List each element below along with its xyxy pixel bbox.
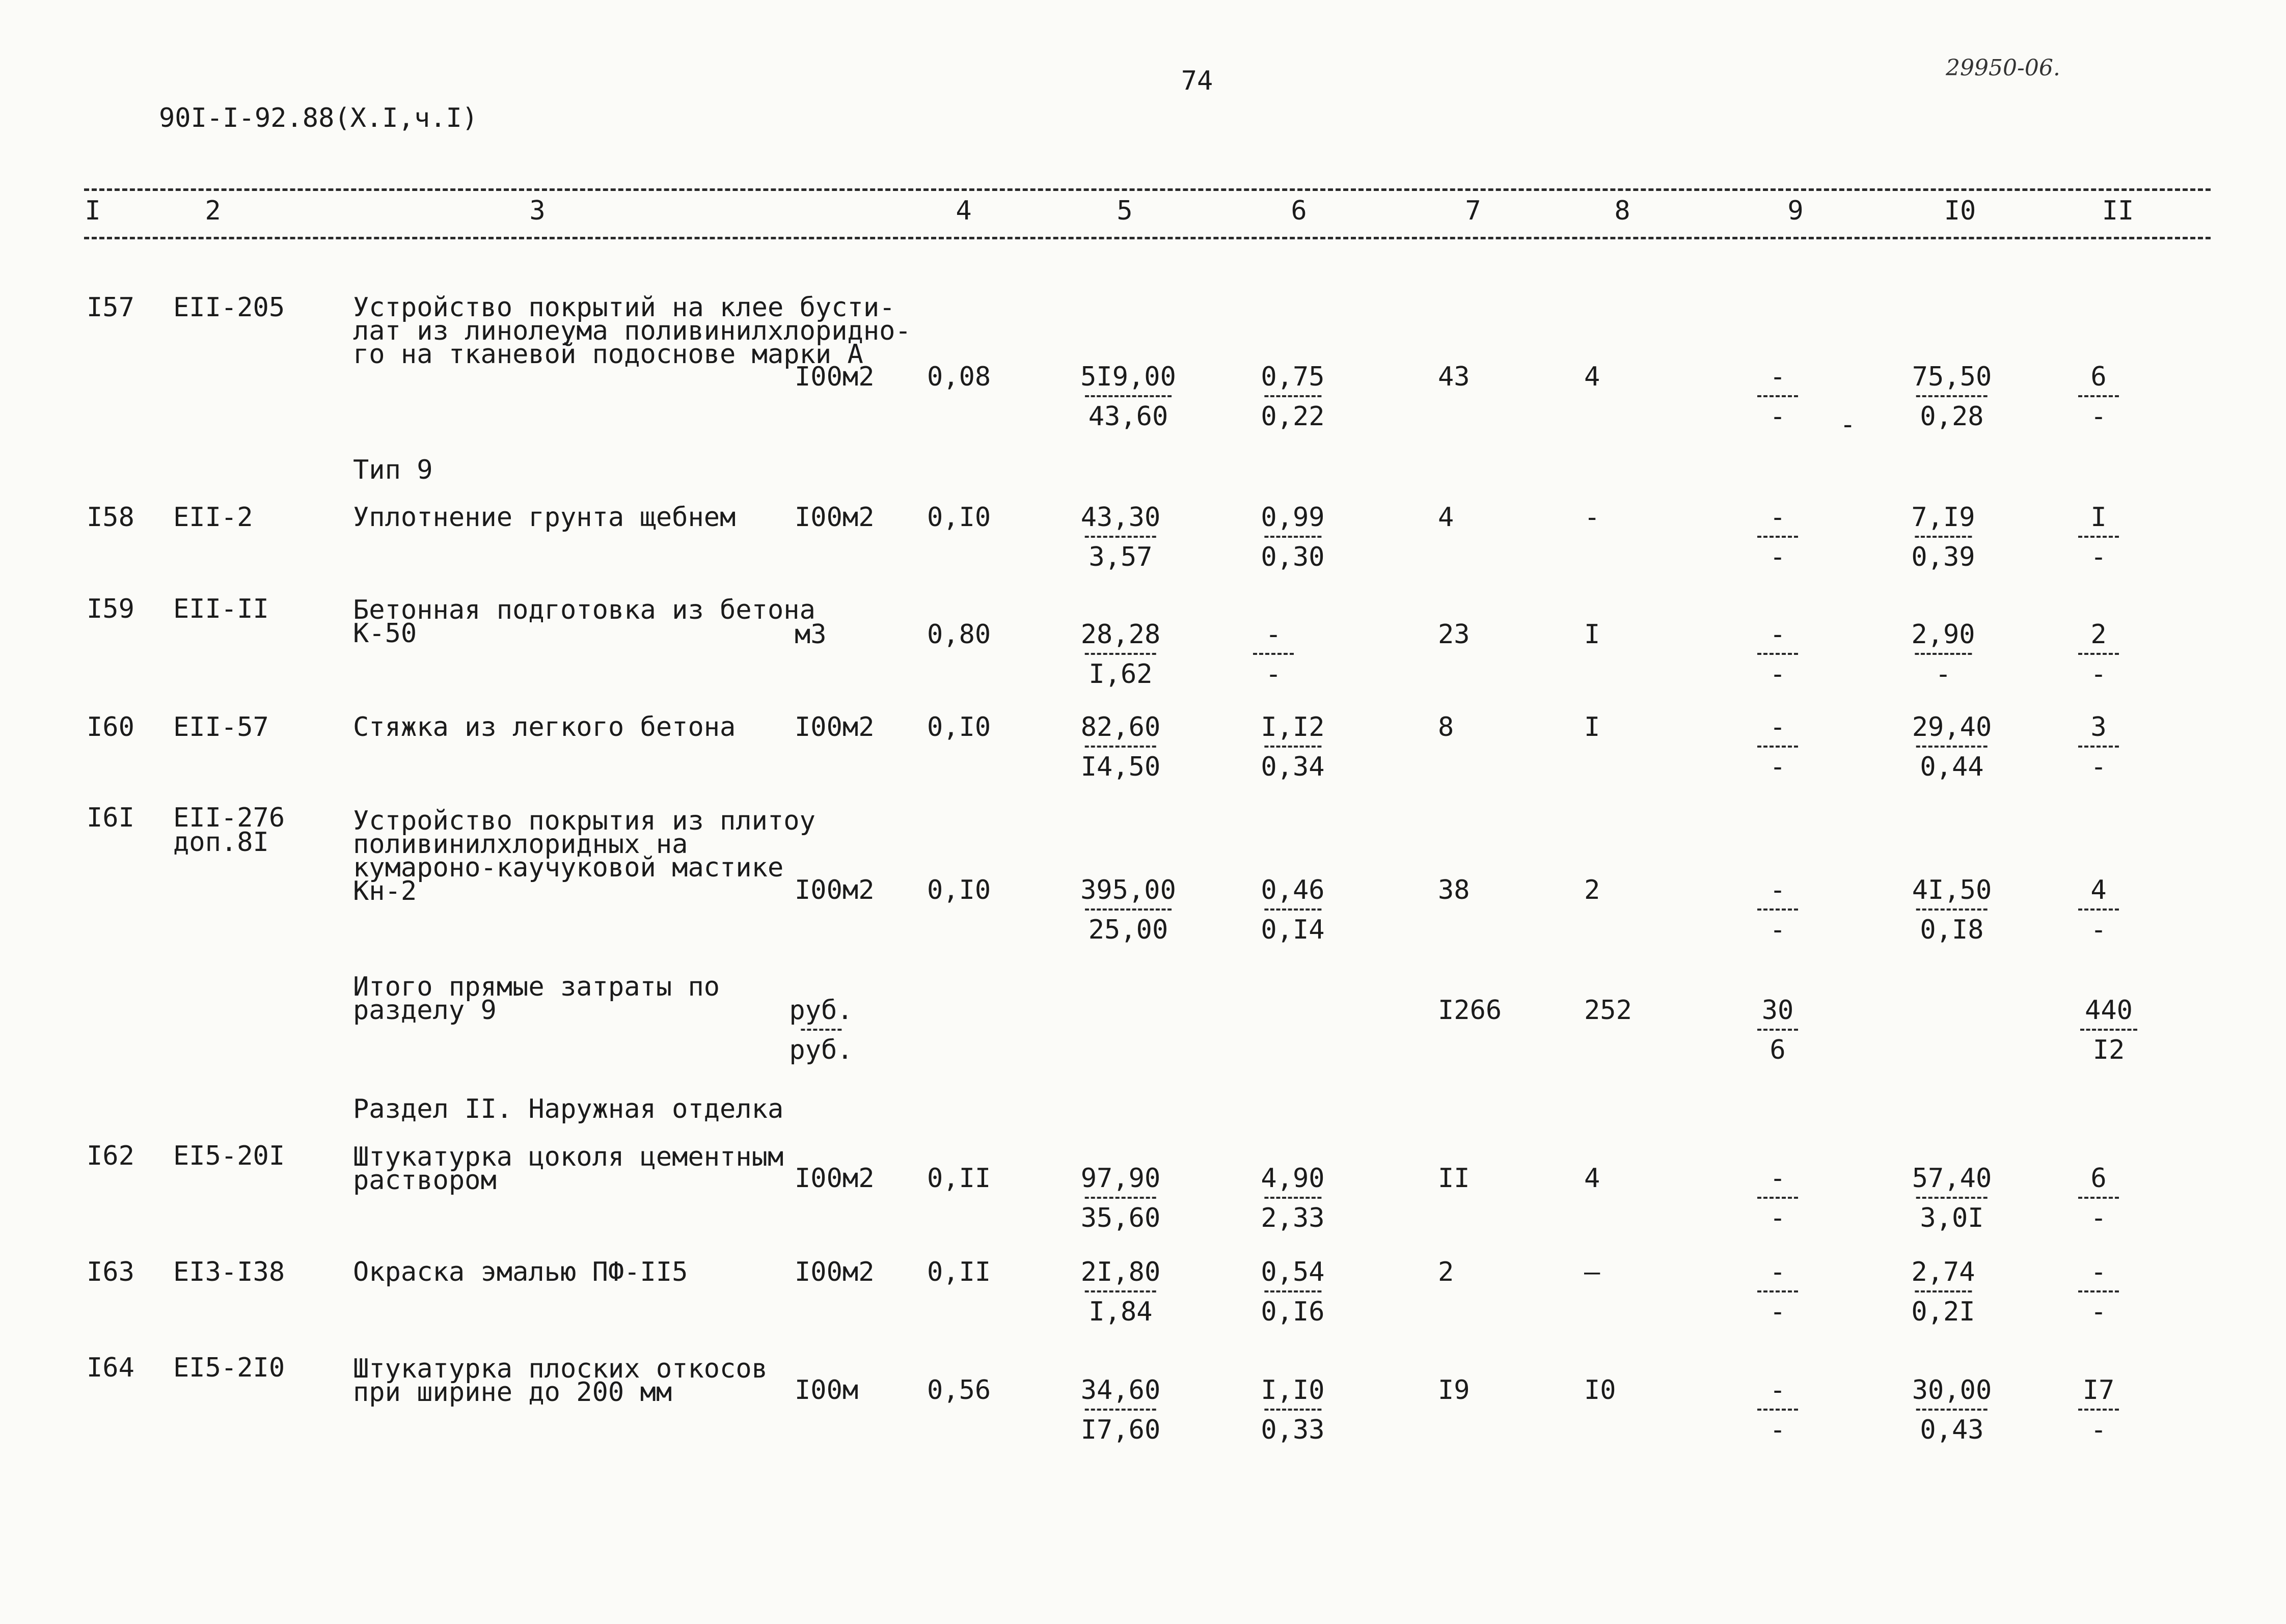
total-unit bbox=[789, 997, 853, 1063]
cost-col11 bbox=[2078, 619, 2119, 690]
column-number-4: 4 bbox=[956, 196, 972, 226]
column-number-11: II bbox=[2102, 196, 2134, 226]
cost-col10 bbox=[1912, 1377, 1992, 1443]
cost-col6-top: 0,75 bbox=[1261, 362, 1325, 392]
cost-col6-bottom: - bbox=[1265, 659, 1282, 690]
cost-col6-top: 0,99 bbox=[1261, 502, 1325, 533]
cost-col9-bottom: - bbox=[1770, 1297, 1786, 1327]
cost-col5 bbox=[1081, 1259, 1161, 1325]
cost-col8: — bbox=[1584, 1257, 1600, 1287]
cost-col5-bottom: I,84 bbox=[1088, 1297, 1153, 1327]
cost-col9-top: - bbox=[1770, 362, 1786, 392]
cost-col9 bbox=[1757, 1377, 1798, 1443]
work-description: Устройство покрытий на клее бусти- bbox=[353, 292, 895, 323]
total-col8: 252 bbox=[1584, 995, 1632, 1026]
cost-col6-top: I,I0 bbox=[1261, 1375, 1325, 1406]
column-number-5: 5 bbox=[1117, 196, 1133, 226]
fraction-bar bbox=[2078, 1197, 2119, 1199]
cost-col5-bottom: I,62 bbox=[1088, 659, 1153, 690]
work-description: Бетонная подготовка из бетона bbox=[353, 595, 815, 625]
cost-col8: I bbox=[1584, 619, 1600, 650]
cost-col6-top: I,I2 bbox=[1261, 712, 1325, 742]
cost-col5-bottom: I7,60 bbox=[1080, 1415, 1161, 1445]
unit: I00м2 bbox=[795, 362, 875, 392]
cost-col11-top: 6 bbox=[2090, 1163, 2107, 1194]
cost-col7: 8 bbox=[1438, 712, 1454, 742]
row-number: I57 bbox=[87, 292, 134, 323]
cost-col6 bbox=[1261, 1377, 1324, 1443]
fraction-bar bbox=[1915, 536, 1972, 538]
column-number-3: 3 bbox=[529, 196, 546, 226]
total-description: разделу 9 bbox=[353, 995, 497, 1026]
total-col11 bbox=[2080, 997, 2137, 1063]
cost-col10-top: 2,74 bbox=[1911, 1257, 1975, 1287]
row-number: I6I bbox=[87, 803, 134, 833]
work-description: при ширине до 200 мм bbox=[353, 1377, 672, 1408]
cost-col5 bbox=[1080, 619, 1161, 690]
cost-col10-bottom: 0,2I bbox=[1911, 1297, 1975, 1327]
cost-col10 bbox=[1911, 619, 1975, 690]
cost-col10 bbox=[1912, 364, 1992, 430]
cost-col6 bbox=[1261, 714, 1324, 780]
fraction-bar bbox=[1916, 746, 1988, 748]
cost-col10-top: 4I,50 bbox=[1912, 875, 1992, 905]
quantity: 0,I0 bbox=[927, 712, 991, 742]
fraction-bar bbox=[1264, 536, 1321, 538]
work-description: раствором bbox=[353, 1165, 497, 1196]
fraction-bar bbox=[1085, 909, 1172, 911]
cost-col7: 4 bbox=[1438, 502, 1454, 533]
total-col11-top: 440 bbox=[2085, 995, 2133, 1026]
cost-col11 bbox=[2078, 1165, 2119, 1231]
work-description: Стяжка из легкого бетона bbox=[353, 712, 736, 742]
cost-col6-bottom: 0,22 bbox=[1261, 401, 1325, 432]
cost-col9-bottom: - bbox=[1770, 1415, 1786, 1445]
document-code: 90I-I-92.88(X.I,ч.I) bbox=[159, 103, 478, 133]
cost-col11-top: I7 bbox=[2082, 1375, 2115, 1406]
fraction-bar bbox=[1085, 653, 1156, 655]
fraction-bar bbox=[1757, 909, 1798, 911]
column-number-10: I0 bbox=[1944, 196, 1976, 226]
quantity: 0,II bbox=[927, 1163, 991, 1194]
cost-col11 bbox=[2078, 1259, 2119, 1325]
work-description: Штукатурка плоских откосов bbox=[353, 1354, 768, 1384]
cost-col5-top: 82,60 bbox=[1080, 712, 1161, 742]
fraction-bar bbox=[1264, 1290, 1321, 1292]
cost-col10-top: 57,40 bbox=[1912, 1163, 1992, 1194]
cost-col8: - bbox=[1584, 502, 1600, 533]
cost-col8: I bbox=[1584, 712, 1600, 742]
fraction-bar bbox=[2078, 395, 2119, 397]
cost-col9-bottom: - bbox=[1770, 1203, 1786, 1233]
total-unit-top: руб. bbox=[789, 995, 853, 1026]
cost-col9 bbox=[1757, 1259, 1798, 1325]
total-unit-bottom: руб. bbox=[789, 1035, 853, 1065]
quantity: 0,80 bbox=[927, 619, 991, 650]
cost-col10-bottom: 3,0I bbox=[1920, 1203, 1984, 1233]
cost-col9-bottom: - bbox=[1770, 752, 1786, 782]
cost-col11-bottom: - bbox=[2090, 752, 2107, 782]
unit: I00м2 bbox=[795, 1257, 875, 1287]
cost-col9-top: - bbox=[1770, 1163, 1786, 1194]
fraction-bar bbox=[1085, 1409, 1156, 1411]
row-number: I62 bbox=[87, 1141, 134, 1171]
cost-col11-top: 6 bbox=[2090, 362, 2107, 392]
cost-col11 bbox=[2078, 877, 2119, 943]
cost-col6 bbox=[1261, 504, 1324, 570]
cost-col6-top: 4,90 bbox=[1261, 1163, 1325, 1194]
fraction-bar bbox=[1757, 395, 1798, 397]
column-number-1: I bbox=[85, 196, 101, 226]
cost-col7: 23 bbox=[1438, 619, 1470, 650]
fraction-bar bbox=[2078, 536, 2119, 538]
fraction-bar bbox=[2078, 909, 2119, 911]
fraction-bar bbox=[1253, 653, 1294, 655]
header-rule-bottom bbox=[84, 237, 2211, 239]
fraction-bar bbox=[801, 1029, 841, 1031]
cost-col7: 38 bbox=[1438, 875, 1470, 905]
fraction-bar bbox=[1085, 746, 1156, 748]
work-description: Устройство покрытия из плитоу bbox=[353, 806, 815, 836]
cost-col7: II bbox=[1438, 1163, 1470, 1194]
quantity: 0,I0 bbox=[927, 875, 991, 905]
cost-col10 bbox=[1912, 714, 1992, 780]
total-col11-bottom: I2 bbox=[2092, 1035, 2125, 1065]
cost-col7: 43 bbox=[1438, 362, 1470, 392]
column-number-7: 7 bbox=[1465, 196, 1481, 226]
unit: I00м2 bbox=[795, 502, 875, 533]
cost-col9 bbox=[1757, 364, 1798, 430]
cost-col10-top: 30,00 bbox=[1912, 1375, 1992, 1406]
fraction-bar bbox=[2078, 1290, 2119, 1292]
cost-col9-bottom: - bbox=[1770, 915, 1786, 945]
cost-col11-bottom: - bbox=[2090, 915, 2107, 945]
cost-col11-bottom: - bbox=[2090, 1203, 2107, 1233]
cost-col8: I0 bbox=[1584, 1375, 1616, 1406]
cost-col11-bottom: - bbox=[2090, 1297, 2107, 1327]
cost-col10-bottom: 0,39 bbox=[1911, 542, 1975, 572]
rate-code-supplement: доп.8I bbox=[173, 827, 269, 858]
cost-col6-bottom: 0,I4 bbox=[1261, 915, 1325, 945]
cost-col11 bbox=[2078, 364, 2119, 430]
rate-code: EII-205 bbox=[173, 292, 285, 323]
subsection-title: Тип 9 bbox=[353, 455, 433, 485]
cost-col5-bottom: 35,60 bbox=[1080, 1203, 1161, 1233]
work-description: поливинилхлоридных на bbox=[353, 829, 688, 860]
cost-col11-bottom: - bbox=[2090, 542, 2107, 572]
cost-col9 bbox=[1757, 504, 1798, 570]
fraction-bar bbox=[1264, 909, 1321, 911]
fraction-bar bbox=[1264, 1197, 1321, 1199]
column-number-9: 9 bbox=[1787, 196, 1804, 226]
cost-col5-top: 2I,80 bbox=[1080, 1257, 1161, 1287]
cost-col6 bbox=[1261, 1259, 1324, 1325]
rate-code: EI5-2I0 bbox=[173, 1353, 285, 1383]
row-number: I64 bbox=[87, 1353, 134, 1383]
fraction-bar bbox=[1916, 395, 1988, 397]
cost-col9 bbox=[1757, 877, 1798, 943]
unit: I00м2 bbox=[795, 875, 875, 905]
fraction-bar bbox=[1757, 1290, 1798, 1292]
fraction-bar bbox=[1757, 1197, 1798, 1199]
fraction-bar bbox=[1085, 1197, 1156, 1199]
cost-col9-bottom: - bbox=[1770, 401, 1786, 432]
fraction-bar bbox=[2078, 746, 2119, 748]
cost-col9 bbox=[1757, 714, 1798, 780]
fraction-bar bbox=[1916, 1197, 1988, 1199]
unit: I00м2 bbox=[795, 712, 875, 742]
cost-col9-bottom: - bbox=[1770, 542, 1786, 572]
total-col9 bbox=[1757, 997, 1798, 1063]
cost-col10 bbox=[1911, 504, 1975, 570]
fraction-bar bbox=[1916, 909, 1988, 911]
fraction-bar bbox=[1264, 395, 1321, 397]
cost-col6 bbox=[1261, 364, 1324, 430]
work-description: лат из линолеума поливинилхлоридно- bbox=[353, 316, 911, 346]
cost-col11-bottom: - bbox=[2090, 1415, 2107, 1445]
cost-col9 bbox=[1757, 619, 1798, 690]
rate-code: EI5-20I bbox=[173, 1141, 285, 1171]
cost-col5-bottom: 43,60 bbox=[1088, 401, 1168, 432]
cost-col5 bbox=[1080, 877, 1176, 943]
fraction-bar bbox=[1915, 1290, 1972, 1292]
cost-col9-top: - bbox=[1770, 502, 1786, 533]
fraction-bar bbox=[1757, 1029, 1798, 1031]
work-description: К-50 bbox=[353, 618, 417, 649]
total-col7: I266 bbox=[1438, 995, 1502, 1026]
cost-col5-bottom: I4,50 bbox=[1080, 752, 1161, 782]
cost-col5-bottom: 25,00 bbox=[1088, 915, 1168, 945]
fraction-bar bbox=[1757, 653, 1798, 655]
cost-col6-bottom: 0,I6 bbox=[1261, 1297, 1325, 1327]
fraction-bar bbox=[1085, 1290, 1156, 1292]
rate-code: EII-II bbox=[173, 594, 269, 624]
cost-col5 bbox=[1081, 1377, 1161, 1443]
rate-code: EII-2 bbox=[173, 502, 253, 533]
rate-code: EII-276 bbox=[173, 803, 285, 833]
cost-col6-top: - bbox=[1265, 619, 1282, 650]
cost-col8: 4 bbox=[1584, 362, 1600, 392]
cost-col10 bbox=[1911, 1259, 1975, 1325]
cost-col6-bottom: 2,33 bbox=[1261, 1203, 1325, 1233]
rate-code: EI3-I38 bbox=[173, 1257, 285, 1287]
fraction-bar bbox=[1085, 536, 1156, 538]
cost-col9 bbox=[1757, 1165, 1798, 1231]
cost-col11 bbox=[2078, 714, 2119, 780]
page-number: 74 bbox=[1181, 66, 1213, 96]
column-number-6: 6 bbox=[1291, 196, 1307, 226]
cost-col5-top: 395,00 bbox=[1080, 875, 1176, 905]
fraction-bar bbox=[1264, 746, 1321, 748]
cost-col6-bottom: 0,33 bbox=[1261, 1415, 1325, 1445]
cost-col9-bottom: - bbox=[1770, 659, 1786, 690]
cost-col5 bbox=[1081, 1165, 1161, 1231]
cost-col10-bottom: 0,43 bbox=[1920, 1415, 1984, 1445]
cost-col11-top: 2 bbox=[2090, 619, 2107, 650]
cost-col11-bottom: - bbox=[2090, 659, 2107, 690]
cost-col5 bbox=[1081, 714, 1161, 780]
cost-col10-top: 29,40 bbox=[1912, 712, 1992, 742]
work-description: го на тканевой подоснове марки А bbox=[353, 339, 863, 370]
cost-col5-top: 97,90 bbox=[1080, 1163, 1161, 1194]
column-number-2: 2 bbox=[205, 196, 221, 226]
work-description: Окраска эмалью ПФ-II5 bbox=[353, 1257, 688, 1287]
rate-code: EII-57 bbox=[173, 712, 269, 742]
cost-col11 bbox=[2078, 1377, 2119, 1443]
fraction-bar bbox=[1915, 653, 1972, 655]
fraction-bar bbox=[2080, 1029, 2137, 1031]
total-description: Итого прямые затраты по bbox=[353, 972, 720, 1002]
total-col9-top: 30 bbox=[1761, 995, 1794, 1026]
fraction-bar bbox=[1085, 395, 1172, 397]
quantity: 0,II bbox=[927, 1257, 991, 1287]
work-description: кумароно-каучуковой мастике bbox=[353, 852, 784, 883]
quantity: 0,56 bbox=[927, 1375, 991, 1406]
cost-col9-top: - bbox=[1770, 712, 1786, 742]
row-number: I63 bbox=[87, 1257, 134, 1287]
total-col9-bottom: 6 bbox=[1770, 1035, 1786, 1065]
work-description: Кн-2 bbox=[353, 876, 417, 906]
cost-col6-bottom: 0,30 bbox=[1261, 542, 1325, 572]
cost-col5-top: 5I9,00 bbox=[1080, 362, 1176, 392]
section-title: Раздел II. Наружная отделка bbox=[353, 1094, 784, 1124]
cost-col11-top: 4 bbox=[2090, 875, 2107, 905]
cost-col10 bbox=[1912, 877, 1992, 943]
cost-col9-top: - bbox=[1770, 1375, 1786, 1406]
cost-col5 bbox=[1080, 364, 1176, 430]
fraction-bar bbox=[2078, 653, 2119, 655]
cost-col6-bottom: 0,34 bbox=[1261, 752, 1325, 782]
fraction-bar bbox=[1264, 1409, 1321, 1411]
cost-col9-top: - bbox=[1770, 619, 1786, 650]
fraction-bar bbox=[1757, 1409, 1798, 1411]
cost-col10 bbox=[1912, 1165, 1992, 1231]
cost-col5 bbox=[1081, 504, 1161, 570]
row-number: I59 bbox=[87, 594, 134, 624]
unit: I00м bbox=[795, 1375, 859, 1406]
work-description: Штукатурка цоколя цементным bbox=[353, 1142, 784, 1172]
fraction-bar bbox=[2078, 1409, 2119, 1411]
cost-col6-top: 0,46 bbox=[1261, 875, 1325, 905]
cost-col6-top: 0,54 bbox=[1261, 1257, 1325, 1287]
cost-col10-top: 7,I9 bbox=[1911, 502, 1975, 533]
header-rule-top bbox=[84, 188, 2211, 191]
cost-col9-top: - bbox=[1770, 1257, 1786, 1287]
cost-col10-bottom: 0,44 bbox=[1920, 752, 1984, 782]
fraction-bar bbox=[1916, 1409, 1988, 1411]
fraction-bar bbox=[1757, 746, 1798, 748]
cost-col6 bbox=[1261, 1165, 1324, 1231]
work-description: Уплотнение грунта щебнем bbox=[353, 502, 736, 533]
cost-col5-bottom: 3,57 bbox=[1088, 542, 1153, 572]
cost-col8: 4 bbox=[1584, 1163, 1600, 1194]
cost-col5-top: 43,30 bbox=[1080, 502, 1161, 533]
row-number: I60 bbox=[87, 712, 134, 742]
cost-col9-top: - bbox=[1770, 875, 1786, 905]
cost-col11-top: 3 bbox=[2090, 712, 2107, 742]
column-number-8: 8 bbox=[1614, 196, 1630, 226]
cost-col11-top: I bbox=[2090, 502, 2107, 533]
cost-col5-top: 28,28 bbox=[1080, 619, 1161, 650]
cost-col11 bbox=[2078, 504, 2119, 570]
cost-col7: I9 bbox=[1438, 1375, 1470, 1406]
archive-number: 29950-06. bbox=[1946, 55, 2060, 81]
quantity: 0,08 bbox=[927, 362, 991, 392]
cost-col10-top: 2,90 bbox=[1911, 619, 1975, 650]
row-number: I58 bbox=[87, 502, 134, 533]
quantity: 0,I0 bbox=[927, 502, 991, 533]
cost-col6 bbox=[1253, 619, 1294, 690]
unit: I00м2 bbox=[795, 1163, 875, 1194]
unit: м3 bbox=[795, 619, 827, 650]
cost-col5-top: 34,60 bbox=[1080, 1375, 1161, 1406]
cost-col7: 2 bbox=[1438, 1257, 1454, 1287]
cost-col10-bottom: - bbox=[1935, 659, 1951, 690]
fraction-bar bbox=[1757, 536, 1798, 538]
cost-col8: 2 bbox=[1584, 875, 1600, 905]
cost-col11-bottom: - bbox=[2090, 401, 2107, 432]
cost-col10-top: 75,50 bbox=[1912, 362, 1992, 392]
cost-col6 bbox=[1261, 877, 1324, 943]
cost-col11-top: - bbox=[2090, 1257, 2107, 1287]
cost-col9-extra: - bbox=[1840, 409, 1856, 440]
cost-col10-bottom: 0,28 bbox=[1920, 401, 1984, 432]
cost-col10-bottom: 0,I8 bbox=[1920, 915, 1984, 945]
